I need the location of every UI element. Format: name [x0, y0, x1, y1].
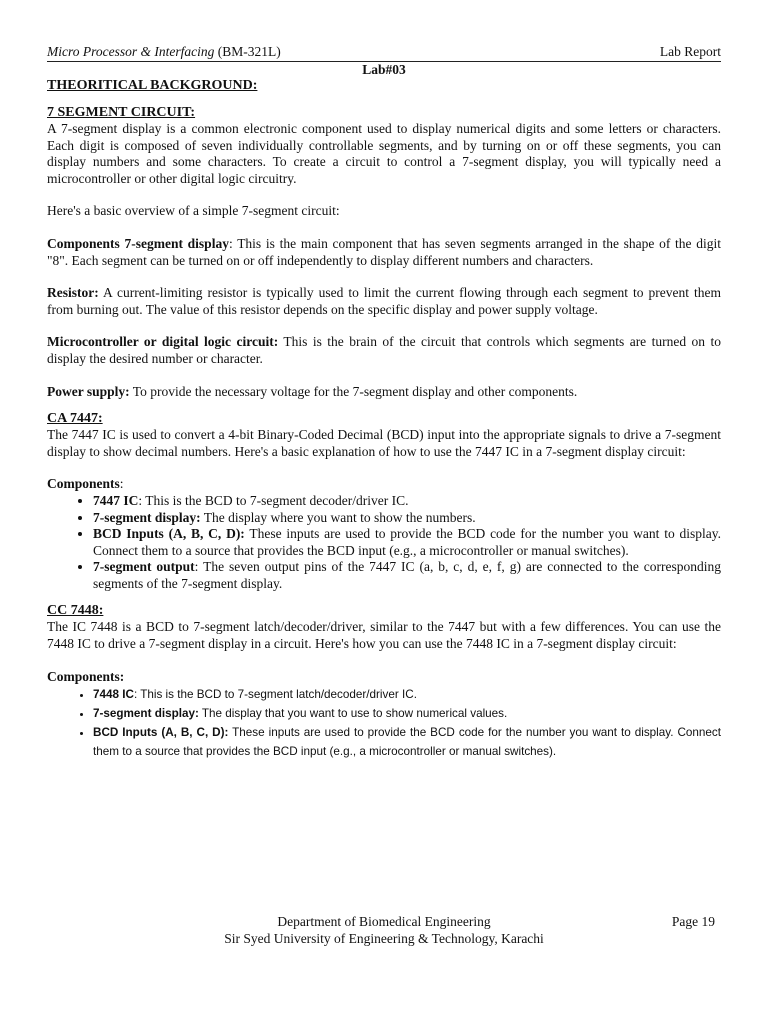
seven-segment-title: 7 SEGMENT CIRCUIT:	[47, 105, 196, 120]
page-number: Page 19	[671, 914, 715, 929]
item-term: BCD Inputs (A, B, C, D):	[93, 726, 229, 740]
component-text: To provide the necessary voltage for the 7-segment display and other components.	[132, 383, 578, 399]
item-text: The seven output pins of the 7447 IC (a, b, c, d, e, f, g) are connected to the corresponding segments of the 7-segment display.	[93, 559, 721, 591]
university-name: Sir Syed University of Engineering & Technology, Karachi	[224, 931, 544, 946]
ca7447-components-label	[47, 476, 721, 493]
power-supply-paragraph	[47, 384, 721, 401]
course-title	[47, 44, 281, 60]
item-term: 7447 IC	[93, 492, 139, 508]
separator: :	[228, 235, 238, 251]
separator: :	[119, 476, 124, 492]
list-item	[93, 559, 721, 592]
list-item	[93, 526, 721, 559]
report-label: Lab Report	[659, 44, 721, 59]
ca7447-intro: The 7447 IC is used to convert a 4-bit Binary-Coded Decimal (BCD) input into the appropriate signals to drive a 7-segment display to show decimal numbers. Here's a basic explanation of how to use the 7447 IC in a 7-segment display circuit:	[47, 427, 721, 459]
footer-line-1	[47, 913, 721, 930]
component-term: Power supply:	[47, 383, 130, 399]
running-header	[47, 44, 721, 60]
item-text: These inputs are used to provide the BCD code for the number you want to display. Connect them to a source that provides the BCD input (e.g., a microcontroller or manual switches).	[93, 726, 721, 759]
list-item	[93, 723, 721, 761]
lab-title: Lab#03	[362, 62, 406, 77]
seven-segment-intro: A 7-segment display is a common electronic component used to display numerical digits and some letters or characters. Each digit is composed of seven individually controllable segments, and by turning on or off these segments, you can display numbers and some characters. To create a circuit to control a 7-segment display, you will typically need a microcontroller or other digital logic circuitry.	[47, 121, 721, 186]
cc7448-component-list	[47, 685, 721, 761]
item-term: BCD Inputs (A, B, C, D):	[93, 526, 245, 542]
separator: :	[133, 688, 141, 702]
component-text: This is the brain of the circuit that controls which segments are turned on to display the desired number or character.	[47, 334, 721, 366]
separator: :	[194, 559, 204, 575]
cc7448-components-label	[47, 669, 721, 686]
department-name: Department of Biomedical Engineering	[277, 914, 491, 929]
cc7448-title: CC 7448:	[47, 603, 104, 619]
separator: :	[138, 492, 146, 508]
microcontroller-paragraph	[47, 334, 721, 367]
item-term: 7-segment display:	[93, 509, 201, 525]
item-term: 7-segment output	[93, 559, 195, 575]
cc7448-intro: The IC 7448 is a BCD to 7-segment latch/decoder/driver, similar to the 7447 but with a few differences. You can use the 7448 IC to drive a 7-segment display in a circuit. Here's how you can use the 7448 IC in a 7-segment display circuit:	[47, 619, 721, 652]
components-label: Components:	[47, 668, 125, 684]
list-item	[93, 493, 721, 510]
item-text: These inputs are used to provide the BCD code for the number you want to display. Connect them to a source that provides the BCD input (e.g., a microcontroller or manual switches).	[93, 526, 721, 558]
document-page	[47, 44, 721, 761]
course-name: Micro Processor & Interfacing	[47, 44, 215, 59]
overview-text: Here's a basic overview of a simple 7-segment circuit:	[47, 203, 340, 219]
resistor-paragraph	[47, 285, 721, 318]
item-text: This is the BCD to 7-segment latch/decoder/driver IC.	[140, 688, 417, 702]
list-item	[93, 685, 721, 704]
item-text: This is the BCD to 7-segment decoder/driver IC.	[145, 492, 409, 508]
section-heading: THEORITICAL BACKGROUND:	[47, 78, 258, 93]
component-term: Microcontroller or digital logic circuit:	[47, 334, 279, 350]
component-paragraph	[47, 236, 721, 269]
item-term: 7-segment display:	[93, 707, 199, 721]
component-term: Components 7-segment display	[47, 235, 229, 251]
list-item	[93, 510, 721, 527]
item-text: The display that you want to use to show numerical values.	[201, 707, 508, 721]
component-text: A current-limiting resistor is typically used to limit the current flowing through each segment to prevent them from burning out. The value of this resistor depends on the specific display and power supply voltage.	[47, 285, 721, 317]
ca7447-component-list	[47, 493, 721, 593]
page-footer	[47, 913, 721, 947]
course-code: (BM-321L)	[217, 44, 281, 59]
item-term: 7448 IC	[93, 688, 134, 702]
components-label: Components	[47, 476, 120, 492]
list-item	[93, 704, 721, 723]
item-text: The display where you want to show the numbers.	[203, 509, 476, 525]
component-term: Resistor:	[47, 285, 99, 301]
component-text: This is the main component that has seven segments arranged in the shape of the digit "8". Each segment can be turned on or off independently to display different numbers and characters.	[47, 235, 722, 268]
ca7447-title: CA 7447:	[47, 411, 103, 427]
